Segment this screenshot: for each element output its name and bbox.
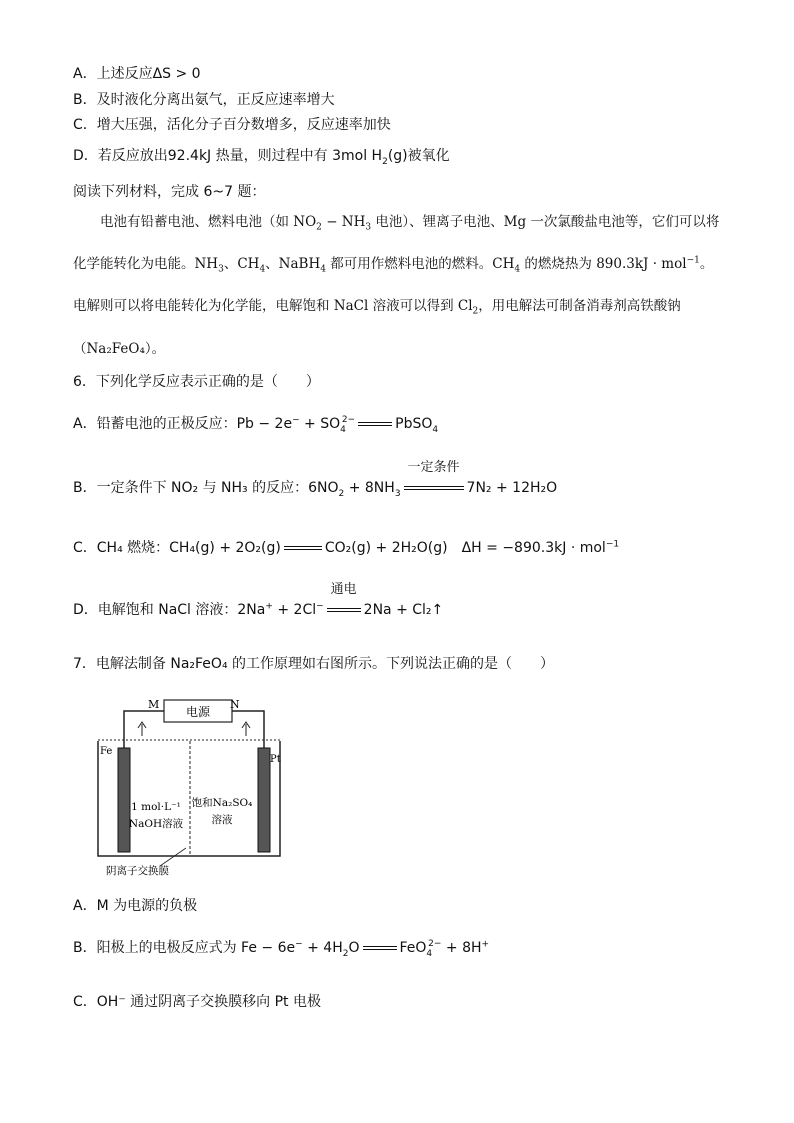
q6-a-post: PbSO: [395, 416, 433, 432]
q6-option-c: C．CH₄ 燃烧：CH₄(g) + 2O₂(g) CO₂(g) + 2H₂O(g) ΔH = −890.3kJ · mol$^{-1}$: [73, 539, 620, 556]
right-solution-1: 饱和Na₂SO₄: [191, 797, 253, 809]
q7-stem: 7．电解法制备 Na₂FeO₄ 的工作原理如右图所示。下列说法正确的是（ ）: [73, 656, 555, 672]
fe-label: Fe: [100, 746, 113, 757]
n-label: N: [230, 698, 240, 711]
material-line-1: 电池有铅蓄电池、燃料电池（如 $NO_2 - NH_3$ 电池）、锂离子电池、Mg 一次氯酸盐电池等，它们可以将: [100, 214, 720, 233]
q5-option-b: B．及时液化分离出氨气，正反应速率增大: [73, 92, 335, 108]
q5-option-c: C．增大压强，活化分子百分数增多，反应速率加快: [73, 117, 391, 133]
material-l2b: 、NaBH: [265, 256, 321, 272]
q6-d-condition-arrow: [324, 582, 364, 620]
h2-formula: $H_2(g)$: [371, 148, 408, 167]
material-l2e: 。: [699, 256, 714, 272]
material-l2d: 的燃烧热为 890.3kJ · mol: [524, 256, 687, 272]
q5-d-pre: D．若反应放出92.4kJ 热量，则过程中有 3mol: [73, 148, 372, 164]
power-label: 电源: [185, 705, 211, 719]
q7-option-b: B．阳极上的电极反应式为 $Fe - 6e^- + 4H_2O$ FeO$_4^{2-}$ + 8H+: [73, 939, 490, 959]
electrolysis-svg: [90, 696, 290, 876]
q5-d-post: 被氧化: [407, 148, 450, 164]
right-wire: [232, 711, 264, 748]
material-l1a: 电池有铅蓄电池、燃料电池（如 NO: [100, 214, 317, 230]
q5-option-a: A．上述反应ΔS > 0: [73, 66, 201, 82]
q6-c-pre: C．CH₄ 燃烧：CH₄(g) + 2O₂(g): [73, 540, 281, 556]
q6-option-b: B．一定条件下 NO₂ 与 NH₃ 的反应：$6NO_2 + 8NH_3$ 一定条件 7N₂ + 12H₂O: [73, 460, 558, 499]
material-line-3: 电解则可以将电能转化为化学能，电解饱和 NaCl 溶液可以得到 $Cl_2$，用电解法可制备消毒剂高铁酸钠: [73, 298, 681, 317]
q6-b-pre: B．一定条件下 NO₂ 与 NH₃ 的反应：6NO: [73, 480, 339, 496]
left-wire: [124, 711, 164, 748]
material-l3b: ，用电解法可制备消毒剂高铁酸钠: [478, 298, 681, 314]
q6-stem: 6．下列化学反应表示正确的是（ ）: [73, 374, 320, 390]
q6-b-condition-arrow: [401, 460, 467, 498]
q7-option-c: C．OH⁻ 通过阴离子交换膜移向 Pt 电极: [73, 994, 321, 1010]
q6-d-cond: 通电: [330, 582, 357, 597]
q6-c-post: CO₂(g) + 2H₂O(g) ΔH = −890.3kJ · mol: [324, 540, 606, 556]
right-solution-2: 溶液: [211, 814, 233, 826]
material-l1b: 电池）、锂离子电池、Mg 一次氯酸盐电池等，它们可以将: [375, 214, 720, 230]
q6-b-post: 7N₂ + 12H₂O: [466, 480, 558, 496]
q7-b-pre: B．阳极上的电极反应式为 Fe − 6e: [73, 940, 296, 956]
m-label: M: [148, 698, 160, 711]
q6-d-pre: D．电解饱和 NaCl 溶液：2Na: [73, 602, 266, 618]
q6-option-a: A．铅蓄电池的正极反应：$Pb - 2e^- + SO_4^{2-}$ PbSO$_4$: [73, 415, 439, 435]
membrane-label: 阴离子交换膜: [106, 865, 169, 876]
reading-intro: 阅读下列材料，完成 6~7 题：: [73, 184, 266, 200]
material-l2a: 化学能转化为电能。NH: [73, 256, 219, 272]
material-line-2: 化学能转化为电能。$NH_3$、$CH_4$、NaBH$_4$ 都可用作燃料电池的燃料。$CH_4$ 的燃烧热为 890.3kJ · mol$^{-1}$。: [73, 255, 714, 275]
q6-b-cond: 一定条件: [407, 460, 460, 475]
fe-electrode: [118, 748, 130, 852]
material-l2c: 都可用作燃料电池的燃料。CH: [330, 256, 515, 272]
left-solution-1: 1 mol·L⁻¹: [131, 801, 181, 813]
q6-a-pre: A．铅蓄电池的正极反应：Pb − 2e: [73, 416, 293, 432]
pt-electrode: [258, 748, 270, 852]
q7-b-post: + 8H: [445, 940, 482, 956]
q5-option-d: [73, 146, 450, 166]
left-solution-2: NaOH溶液: [128, 818, 184, 830]
q6-option-d: D．电解饱和 NaCl 溶液：2Na+ + 2Cl− 通电 2Na + Cl₂↑: [73, 582, 444, 618]
material-line-4: （Na₂FeO₄）。: [73, 341, 166, 357]
pt-label: Pt: [270, 754, 281, 765]
material-l3a: 电解则可以将电能转化为化学能，电解饱和 NaCl 溶液可以得到 Cl: [73, 298, 473, 314]
q7-option-a: A．M 为电源的负极: [73, 898, 198, 914]
q6-d-post: 2Na + Cl₂↑: [363, 602, 444, 618]
electrolysis-diagram: [90, 696, 290, 880]
